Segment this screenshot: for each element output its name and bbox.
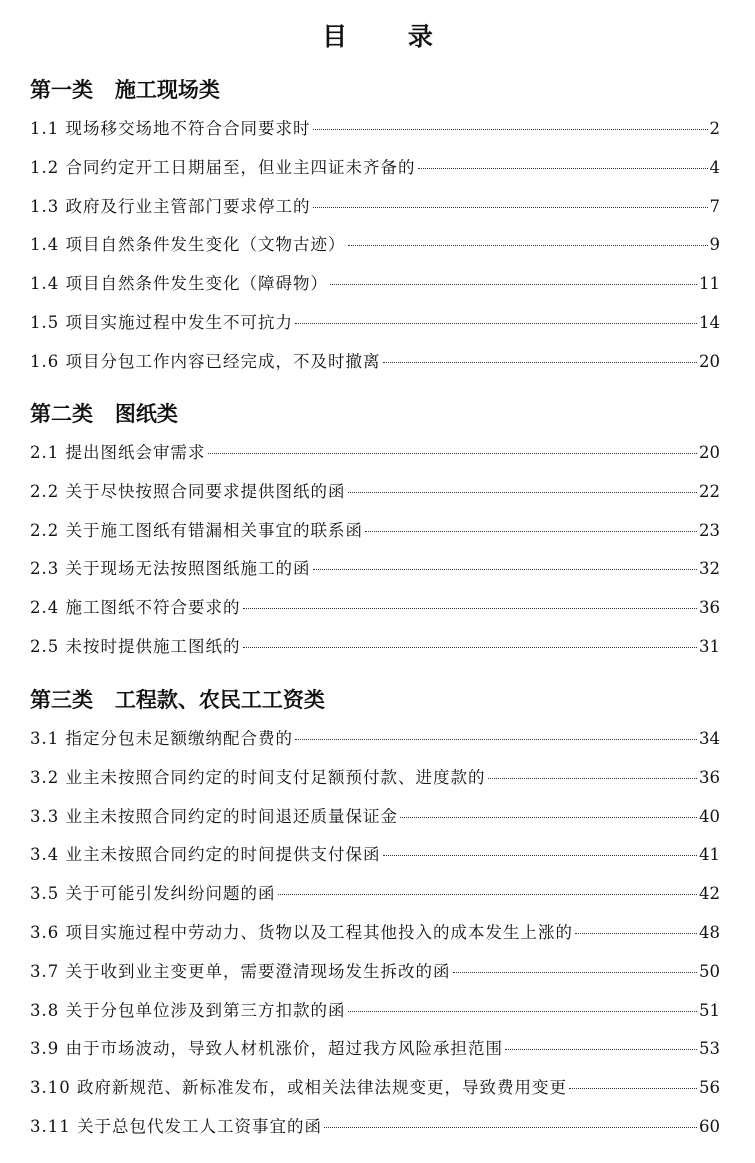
toc-entry[interactable] <box>30 343 720 382</box>
dot-leader <box>488 778 698 779</box>
toc-entry[interactable] <box>30 914 720 953</box>
toc-entry[interactable] <box>30 589 720 628</box>
toc-entry-label[interactable]: 2.5 未按时提供施工图纸的 <box>30 636 241 656</box>
toc-entry-page-number[interactable]: 20 <box>699 443 720 462</box>
toc-entry[interactable] <box>30 434 720 473</box>
dot-leader <box>575 933 697 934</box>
toc-entry[interactable] <box>30 875 720 914</box>
toc-entry-label[interactable]: 1.3 政府及行业主管部门要求停工的 <box>30 196 311 216</box>
toc-entry-label[interactable]: 2.3 关于现场无法按照图纸施工的函 <box>30 559 311 579</box>
dot-leader <box>243 647 698 648</box>
toc-entry[interactable] <box>30 512 720 551</box>
toc-entry-page-number[interactable]: 36 <box>699 767 720 787</box>
toc-entry-label[interactable]: 1.1 现场移交场地不符合合同要求时 <box>30 119 311 138</box>
dot-leader <box>243 608 698 609</box>
toc-entry-label[interactable]: 3.6 项目实施过程中劳动力、货物以及工程其他投入的成本发生上涨的 <box>30 922 573 942</box>
dot-leader <box>278 894 698 895</box>
dot-leader <box>418 168 708 169</box>
section-heading: 第一类 施工现场类 <box>30 78 220 102</box>
dot-leader <box>295 323 697 324</box>
toc-entry-page-number[interactable]: 4 <box>709 157 720 177</box>
toc-entry-label[interactable]: 1.2 合同约定开工日期届至，但业主四证未齐备的 <box>30 157 416 177</box>
toc-entry-page-number[interactable]: 50 <box>699 961 720 981</box>
dot-leader <box>365 531 697 532</box>
toc-entry-page-number[interactable]: 2 <box>709 119 720 138</box>
toc-entry-label[interactable]: 3.2 业主未按照合同约定的时间支付足额预付款、进度款的 <box>30 767 486 787</box>
toc-entry-page-number[interactable]: 40 <box>699 806 720 826</box>
dot-leader <box>208 453 698 454</box>
toc-entry-label[interactable]: 1.4 项目自然条件发生变化（文物古迹） <box>30 235 346 255</box>
toc-entry[interactable] <box>30 992 720 1031</box>
dot-leader <box>348 492 698 493</box>
toc-entry-page-number[interactable]: 41 <box>699 845 720 865</box>
toc-entry[interactable] <box>30 188 720 227</box>
toc-entry-label[interactable]: 3.7 关于收到业主变更单，需要澄清现场发生拆改的函 <box>30 961 451 981</box>
toc-entry[interactable] <box>30 1069 720 1108</box>
toc-entry-page-number[interactable]: 9 <box>709 235 720 255</box>
toc-entry-page-number[interactable]: 60 <box>699 1116 720 1136</box>
section-heading: 第三类 工程款、农民工工资类 <box>30 688 325 712</box>
toc-entry-label[interactable]: 3.10 政府新规范、新标准发布，或相关法律法规变更，导致费用变更 <box>30 1078 567 1098</box>
dot-leader <box>348 245 708 246</box>
dot-leader <box>400 817 697 818</box>
dot-leader <box>453 972 698 973</box>
dot-leader <box>330 284 697 285</box>
section-entries <box>30 720 720 1147</box>
section-heading: 第二类 图纸类 <box>30 402 178 426</box>
toc-entry-label[interactable]: 2.2 关于施工图纸有错漏相关事宜的联系函 <box>30 520 363 540</box>
dot-leader <box>383 362 698 363</box>
toc-section-1 <box>30 70 720 382</box>
dot-leader <box>569 1088 697 1089</box>
toc-entry-page-number[interactable]: 56 <box>699 1078 720 1098</box>
toc-entry[interactable] <box>30 226 720 265</box>
dot-leader <box>348 1011 698 1012</box>
toc-entry-page-number[interactable]: 14 <box>699 312 720 332</box>
toc-entry-label[interactable]: 1.5 项目实施过程中发生不可抗力 <box>30 312 293 332</box>
toc-entry-page-number[interactable]: 53 <box>699 1039 720 1059</box>
toc-entry-label[interactable]: 1.6 项目分包工作内容已经完成，不及时撤离 <box>30 351 381 371</box>
toc-entry-label[interactable]: 3.11 关于总包代发工人工资事宜的函 <box>30 1116 322 1136</box>
toc-entry-page-number[interactable]: 23 <box>699 520 720 540</box>
toc-entry-label[interactable]: 3.8 关于分包单位涉及到第三方扣款的函 <box>30 1000 346 1020</box>
toc-entry[interactable] <box>30 628 720 667</box>
toc-entry[interactable] <box>30 473 720 512</box>
toc-entry[interactable] <box>30 304 720 343</box>
toc-entry-label[interactable]: 3.1 指定分包未足额缴纳配合费的 <box>30 729 293 748</box>
toc-entry-page-number[interactable]: 22 <box>699 481 720 501</box>
toc-section-3 <box>30 680 720 1147</box>
dot-leader <box>313 207 708 208</box>
toc-entry-label[interactable]: 2.4 施工图纸不符合要求的 <box>30 598 241 618</box>
toc-entry-label[interactable]: 3.3 业主未按照合同约定的时间退还质量保证金 <box>30 806 398 826</box>
dot-leader <box>313 569 698 570</box>
toc-entry-page-number[interactable]: 32 <box>699 559 720 579</box>
dot-leader <box>324 1127 697 1128</box>
dot-leader <box>295 739 697 740</box>
toc-entry[interactable] <box>30 953 720 992</box>
toc-entry[interactable] <box>30 1030 720 1069</box>
dot-leader <box>313 129 708 130</box>
dot-leader <box>383 855 698 856</box>
toc-entry[interactable] <box>30 149 720 188</box>
toc-entry[interactable] <box>30 759 720 798</box>
toc-entry-page-number[interactable]: 42 <box>699 884 720 904</box>
toc-entry-page-number[interactable]: 34 <box>699 729 720 748</box>
toc-entry[interactable] <box>30 836 720 875</box>
toc-entry-page-number[interactable]: 51 <box>699 1000 720 1020</box>
toc-title: 目 录 <box>322 22 459 51</box>
toc-entry-page-number[interactable]: 11 <box>699 274 720 294</box>
toc-entry[interactable] <box>30 110 720 149</box>
toc-entry-page-number[interactable]: 31 <box>699 636 720 656</box>
toc-entry[interactable] <box>30 265 720 304</box>
toc-entry-label[interactable]: 3.9 由于市场波动，导致人材机涨价，超过我方风险承担范围 <box>30 1039 503 1059</box>
toc-entry-label[interactable]: 1.4 项目自然条件发生变化（障碍物） <box>30 274 328 294</box>
toc-section-2 <box>30 394 720 667</box>
toc-entry-label[interactable]: 3.4 业主未按照合同约定的时间提供支付保函 <box>30 845 381 865</box>
dot-leader <box>505 1049 697 1050</box>
toc-entry-page-number[interactable]: 48 <box>699 922 720 942</box>
section-entries <box>30 434 720 667</box>
toc-entry-label[interactable]: 2.2 关于尽快按照合同要求提供图纸的函 <box>30 481 346 501</box>
toc-entry-page-number[interactable]: 20 <box>699 351 720 371</box>
toc-entry-page-number[interactable]: 36 <box>699 598 720 618</box>
toc-entry[interactable] <box>30 1108 720 1147</box>
toc-entry-label[interactable]: 2.1 提出图纸会审需求 <box>30 443 206 462</box>
toc-entry[interactable] <box>30 550 720 589</box>
toc-entry-label[interactable]: 3.5 关于可能引发纠纷问题的函 <box>30 884 276 904</box>
toc-entry-page-number[interactable]: 7 <box>709 196 720 216</box>
toc-entry[interactable] <box>30 720 720 759</box>
toc-entry[interactable] <box>30 798 720 837</box>
section-entries <box>30 110 720 382</box>
